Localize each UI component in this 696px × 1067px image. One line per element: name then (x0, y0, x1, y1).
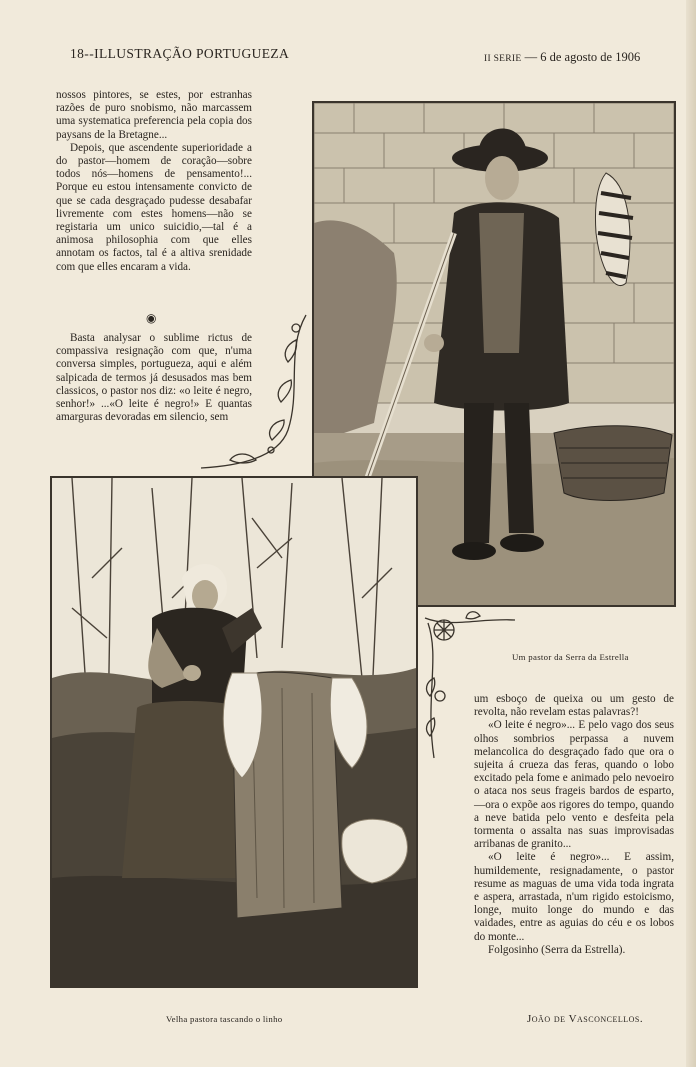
article-column-left-top (56, 89, 252, 274)
serie-label: II SERIE (484, 54, 522, 64)
article-paragraph: Depois, que ascendente superioridade a do pastor—homem de coração—sobre todos nós—homens de pensamento!... Porque eu estou intensamente convicto de que se cada desgraçado pudesse desabafar livremente com estes homens—não se registaria um unico suicidio,—tal é a animosa philosophia com que elles annotam os factos, tal é a altiva srenidade com que elles encaram a vida. (56, 141, 252, 273)
article-paragraph: um esboço de queixa ou um gesto de revolta, não revelam estas palavras?! (474, 693, 674, 719)
article-column-right (474, 693, 674, 957)
page-spine (686, 0, 696, 1067)
article-place: Folgosinho (Serra da Estrella). (488, 943, 626, 956)
article-paragraph: «O leite é negro»... E pelo vago dos seus olhos sombrios perpassa a nuvem melancolica do desgraçado fado que ora o sujeita á crueza das feras, quando o lobo excitado pela fome e animado pelo nevoeiro o ataca nos seus frageis bardos de esparto,—ora o expõe aos rigores do tempo, quando a neve batida pelo vento e desfeita pela tormenta o assalta nas suas improvisadas arribanas de granito... (474, 719, 674, 851)
author-name: Vasconcellos. (568, 1013, 644, 1025)
shepherdess-photo-caption: Velha pastora tascando o linho (166, 1014, 283, 1024)
shepherd-photo-caption: Um pastor da Serra da Estrella (512, 652, 629, 662)
article-paragraph: Basta analysar o sublime rictus de compassiva resignação com que, n'uma conversa simples, portugueza, aqui e além salpicada de termos já desusados mas bem classicos, o pastor nos diz: «o leite é negro, senhor!» ...«O leite é negro!» E quantas amarguras devoradas em silencio, sem (56, 332, 252, 424)
date-label: — 6 de agosto de 1906 (524, 50, 641, 64)
shepherdess-photo (50, 476, 418, 988)
author-signature (527, 1013, 643, 1025)
article-paragraph: nossos pintores, se estes, por estranhas razões de puro snobismo, não marcassem uma systematica preferencia pela copia dos paysans de la Bretagne... (56, 89, 252, 141)
floral-ornament-left (196, 310, 312, 475)
author-prefix: João de (527, 1013, 569, 1025)
article-paragraph: «O leite é negro»... E assim, humildemente, resignadamente, o pastor resume as maguas de uma vida toda ingrata e aspera, arrastada, n'um rigido estoicismo, longe, muito longe do mundo e das vaidades, entre as aguias do céu e os lobos do monte... (474, 851, 674, 943)
page-header-date (484, 50, 640, 65)
section-separator: ◉ (146, 311, 157, 325)
page-header-title: 18--ILLUSTRAÇÃO PORTUGUEZA (70, 46, 290, 61)
